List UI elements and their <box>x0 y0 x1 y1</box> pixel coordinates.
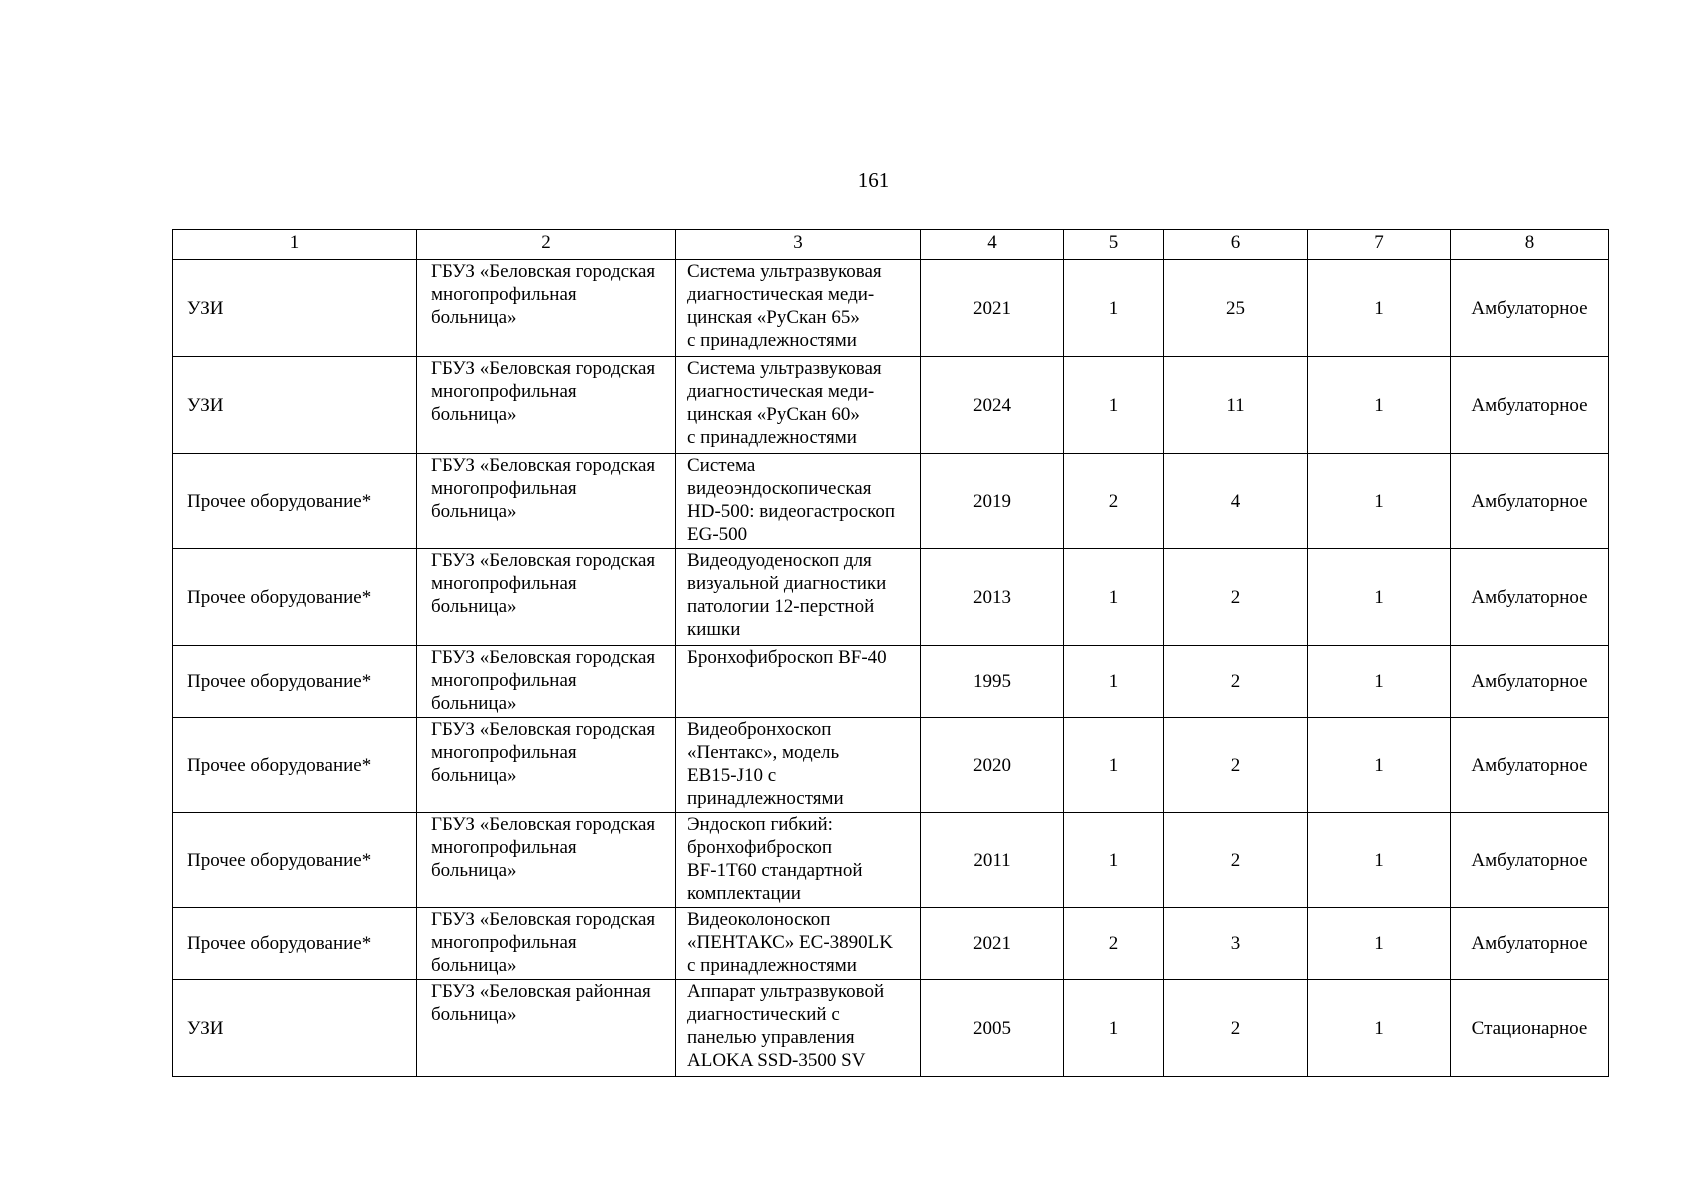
equipment-line: кишки <box>687 619 741 640</box>
service-mode-cell: Амбулаторное <box>1451 718 1609 813</box>
column-7-cell: 1 <box>1308 357 1451 454</box>
column-5-cell: 1 <box>1064 260 1164 357</box>
header-cell: 7 <box>1308 230 1451 260</box>
organization-cell <box>417 260 676 357</box>
equipment-line: Видеобронхоскоп <box>687 719 832 740</box>
equipment-line: бронхофиброскоп <box>687 837 833 858</box>
column-7-cell: 1 <box>1308 908 1451 980</box>
year-cell: 1995 <box>921 646 1064 718</box>
equipment-name-cell <box>676 454 921 549</box>
table-row <box>173 980 1609 1077</box>
table-body <box>173 260 1609 1077</box>
equipment-name-cell <box>676 357 921 454</box>
equipment-line: «Пентакс», модель <box>687 742 840 763</box>
column-7-cell: 1 <box>1308 454 1451 549</box>
organization-line: больница» <box>431 955 517 976</box>
equipment-line: EB15-J10 с <box>687 765 777 786</box>
equipment-name-cell <box>676 260 921 357</box>
equipment-line: «ПЕНТАКС» EC-3890LK <box>687 932 893 953</box>
equipment-line: принадлежностями <box>687 788 844 809</box>
equipment-type-cell: Прочее оборудование* <box>173 813 417 908</box>
column-6-cell: 4 <box>1164 454 1308 549</box>
column-6-cell: 2 <box>1164 813 1308 908</box>
service-mode-cell: Амбулаторное <box>1451 908 1609 980</box>
equipment-line: Бронхофиброскоп BF-40 <box>687 647 887 668</box>
header-cell: 1 <box>173 230 417 260</box>
table-row <box>173 454 1609 549</box>
equipment-line: патологии 12-перстной <box>687 596 875 617</box>
equipment-line: визуальной диагностики <box>687 573 887 594</box>
organization-line: ГБУЗ «Беловская городская <box>431 358 656 379</box>
organization-cell <box>417 454 676 549</box>
equipment-type-cell: Прочее оборудование* <box>173 549 417 646</box>
equipment-line: панелью управления <box>687 1027 855 1048</box>
column-6-cell: 2 <box>1164 549 1308 646</box>
organization-line: ГБУЗ «Беловская городская <box>431 909 656 930</box>
organization-line: многопрофильная <box>431 742 577 763</box>
table-row <box>173 718 1609 813</box>
equipment-line: цинская «РуСкан 65» <box>687 307 860 328</box>
organization-line: ГБУЗ «Беловская городская <box>431 719 656 740</box>
equipment-type-cell: УЗИ <box>173 357 417 454</box>
equipment-type-cell: Прочее оборудование* <box>173 454 417 549</box>
column-7-cell: 1 <box>1308 813 1451 908</box>
organization-cell <box>417 813 676 908</box>
organization-line: ГБУЗ «Беловская районная <box>431 981 651 1002</box>
organization-line: многопрофильная <box>431 670 577 691</box>
equipment-line: комплектации <box>687 883 801 904</box>
year-cell: 2021 <box>921 908 1064 980</box>
year-cell: 2005 <box>921 980 1064 1077</box>
column-7-cell: 1 <box>1308 549 1451 646</box>
equipment-table <box>172 229 1609 1077</box>
equipment-line: диагностическая меди- <box>687 381 875 402</box>
equipment-type-cell: УЗИ <box>173 260 417 357</box>
organization-line: ГБУЗ «Беловская городская <box>431 261 656 282</box>
column-6-cell: 25 <box>1164 260 1308 357</box>
equipment-line: ALOKA SSD-3500 SV <box>687 1050 866 1071</box>
organization-line: многопрофильная <box>431 932 577 953</box>
table-row <box>173 260 1609 357</box>
equipment-name-cell <box>676 718 921 813</box>
equipment-line: Аппарат ультразвуковой <box>687 981 885 1002</box>
column-7-cell: 1 <box>1308 646 1451 718</box>
column-5-cell: 2 <box>1064 454 1164 549</box>
equipment-line: Система ультразвуковая <box>687 358 882 379</box>
equipment-name-cell <box>676 549 921 646</box>
organization-line: ГБУЗ «Беловская городская <box>431 455 656 476</box>
table-header-row <box>173 230 1609 260</box>
equipment-line: с принадлежностями <box>687 330 857 351</box>
equipment-name-cell <box>676 646 921 718</box>
equipment-line: диагностический с <box>687 1004 840 1025</box>
year-cell: 2024 <box>921 357 1064 454</box>
equipment-name-cell <box>676 980 921 1077</box>
equipment-line: цинская «РуСкан 60» <box>687 404 860 425</box>
organization-line: многопрофильная <box>431 837 577 858</box>
year-cell: 2019 <box>921 454 1064 549</box>
organization-line: ГБУЗ «Беловская городская <box>431 814 656 835</box>
equipment-line: HD-500: видеогастроскоп <box>687 501 896 522</box>
organization-cell <box>417 646 676 718</box>
column-6-cell: 3 <box>1164 908 1308 980</box>
organization-line: больница» <box>431 765 517 786</box>
equipment-line: Эндоскоп гибкий: <box>687 814 833 835</box>
equipment-line: Система ультразвуковая <box>687 261 882 282</box>
column-6-cell: 11 <box>1164 357 1308 454</box>
service-mode-cell: Амбулаторное <box>1451 260 1609 357</box>
equipment-line: EG-500 <box>687 524 748 545</box>
page-number: 161 <box>857 168 890 192</box>
column-5-cell: 1 <box>1064 357 1164 454</box>
equipment-line: с принадлежностями <box>687 427 857 448</box>
table-row <box>173 908 1609 980</box>
equipment-line: диагностическая меди- <box>687 284 875 305</box>
organization-line: больница» <box>431 1004 517 1025</box>
service-mode-cell: Амбулаторное <box>1451 813 1609 908</box>
organization-line: ГБУЗ «Беловская городская <box>431 550 656 571</box>
service-mode-cell: Амбулаторное <box>1451 549 1609 646</box>
column-6-cell: 2 <box>1164 718 1308 813</box>
organization-line: больница» <box>431 693 517 714</box>
organization-line: многопрофильная <box>431 284 577 305</box>
header-cell: 6 <box>1164 230 1308 260</box>
equipment-name-cell <box>676 908 921 980</box>
organization-cell <box>417 357 676 454</box>
year-cell: 2020 <box>921 718 1064 813</box>
year-cell: 2011 <box>921 813 1064 908</box>
year-cell: 2013 <box>921 549 1064 646</box>
organization-cell <box>417 718 676 813</box>
table-row <box>173 549 1609 646</box>
table-row <box>173 813 1609 908</box>
column-6-cell: 2 <box>1164 980 1308 1077</box>
header-cell: 5 <box>1064 230 1164 260</box>
organization-line: многопрофильная <box>431 573 577 594</box>
organization-line: больница» <box>431 404 517 425</box>
equipment-type-cell: Прочее оборудование* <box>173 646 417 718</box>
service-mode-cell: Амбулаторное <box>1451 454 1609 549</box>
equipment-line: BF-1T60 стандартной <box>687 860 863 881</box>
organization-line: больница» <box>431 501 517 522</box>
column-5-cell: 1 <box>1064 718 1164 813</box>
column-5-cell: 1 <box>1064 646 1164 718</box>
equipment-line: Видеодуоденоскоп для <box>687 550 872 571</box>
header-cell: 3 <box>676 230 921 260</box>
equipment-line: с принадлежностями <box>687 955 857 976</box>
column-6-cell: 2 <box>1164 646 1308 718</box>
column-7-cell: 1 <box>1308 980 1451 1077</box>
equipment-line: Видеоколоноскоп <box>687 909 831 930</box>
year-cell: 2021 <box>921 260 1064 357</box>
equipment-type-cell: Прочее оборудование* <box>173 908 417 980</box>
header-cell: 8 <box>1451 230 1609 260</box>
service-mode-cell: Стационарное <box>1451 980 1609 1077</box>
organization-line: многопрофильная <box>431 478 577 499</box>
organization-cell <box>417 980 676 1077</box>
column-5-cell: 1 <box>1064 813 1164 908</box>
organization-line: больница» <box>431 860 517 881</box>
header-cell: 2 <box>417 230 676 260</box>
table-row <box>173 357 1609 454</box>
column-5-cell: 1 <box>1064 980 1164 1077</box>
service-mode-cell: Амбулаторное <box>1451 646 1609 718</box>
organization-line: многопрофильная <box>431 381 577 402</box>
column-7-cell: 1 <box>1308 718 1451 813</box>
organization-line: больница» <box>431 596 517 617</box>
column-5-cell: 1 <box>1064 549 1164 646</box>
equipment-line: видеоэндоскопическая <box>687 478 872 499</box>
column-5-cell: 2 <box>1064 908 1164 980</box>
organization-cell <box>417 908 676 980</box>
table-row <box>173 646 1609 718</box>
equipment-type-cell: Прочее оборудование* <box>173 718 417 813</box>
equipment-type-cell: УЗИ <box>173 980 417 1077</box>
service-mode-cell: Амбулаторное <box>1451 357 1609 454</box>
organization-line: больница» <box>431 307 517 328</box>
organization-line: ГБУЗ «Беловская городская <box>431 647 656 668</box>
equipment-name-cell <box>676 813 921 908</box>
equipment-line: Система <box>687 455 756 476</box>
column-7-cell: 1 <box>1308 260 1451 357</box>
header-cell: 4 <box>921 230 1064 260</box>
organization-cell <box>417 549 676 646</box>
